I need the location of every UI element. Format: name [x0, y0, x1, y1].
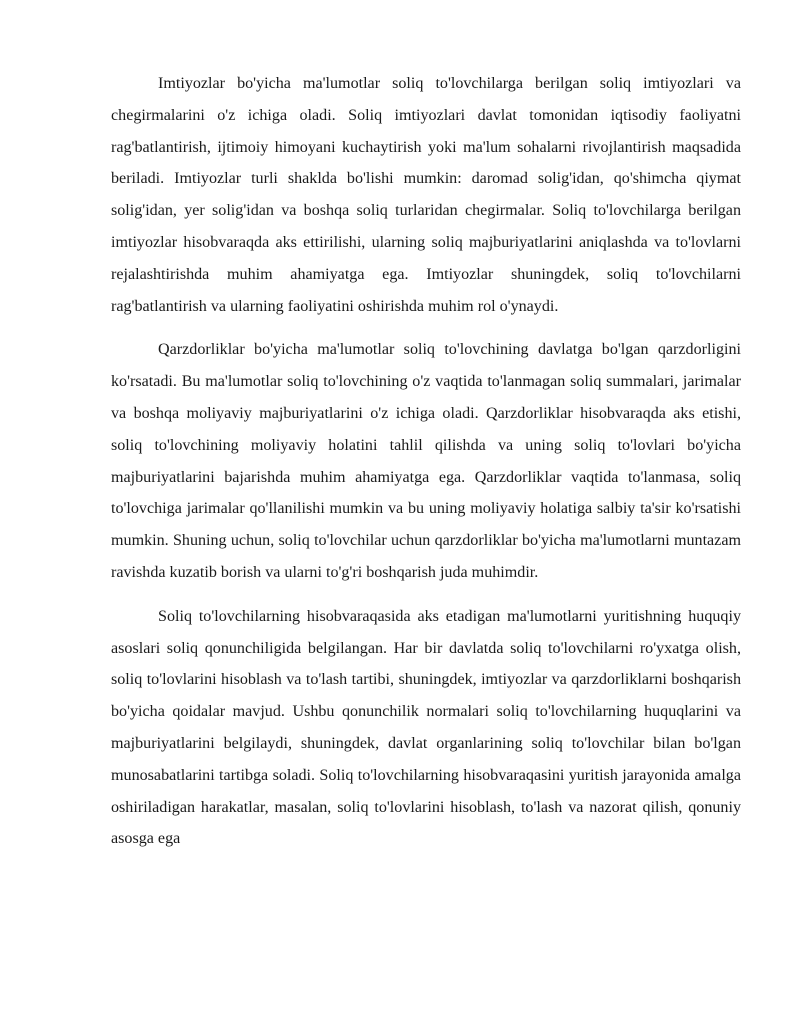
- paragraph-imtiyozlar: Imtiyozlar bo'yicha ma'lumotlar soliq to'lovchilarga berilgan soliq imtiyozlari va chegirmalarini o'z ichiga oladi. Soliq imtiyozlari davlat tomonidan iqtisodiy faoliyatni rag'batlantirish, ijtimoiy himoyani kuchaytirish yoki ma'lum sohalarni rivojlantirish maqsadida beriladi. Imtiyozlar turli shaklda bo'lishi mumkin: daromad solig'idan, qo'shimcha qiymat solig'idan, yer solig'idan va boshqa soliq turlaridan chegirmalar. Soliq to'lovchilarga berilgan imtiyozlar hisobvaraqda aks ettirilishi, ularning soliq majburiyatlarini aniqlashda va to'lovlarni rejalashtirishda muhim ahamiyatga ega. Imtiyozlar shuningdek, soliq to'lovchilarni rag'batlantirish va ularning faoliyatini oshirishda muhim rol o'ynaydi.: [111, 75, 741, 315]
- paragraph-huquqiy-asoslar: Soliq to'lovchilarning hisobvaraqasida aks etadigan ma'lumotlarni yuritishning huquqiy asoslari soliq qonunchiligida belgilangan. Har bir davlatda soliq to'lovchilarni ro'yxatga olish, soliq to'lovlarini hisoblash va to'lash tartibi, shuningdek, imtiyozlar va qarzdorliklarni boshqarish bo'yicha qoidalar mavjud. Ushbu qonunchilik normalari soliq to'lovchilarning huquqlarini va majburiyatlarini belgilaydi, shuningdek, davlat organlarining soliq to'lovchilar bilan bo'lgan munosabatlarini tartibga soladi. Soliq to'lovchilarning hisobvaraqasini yuritish jarayonida amalga oshiriladigan harakatlar, masalan, soliq to'lovlarini hisoblash, to'lash va nazorat qilish, qonuniy asosga ega: [111, 607, 741, 848]
- document-page: [111, 68, 741, 867]
- paragraph-qarzdorliklar: Qarzdorliklar bo'yicha ma'lumotlar soliq to'lovchining davlatga bo'lgan qarzdorligini ko'rsatadi. Bu ma'lumotlar soliq to'lovchining o'z vaqtida to'lanmagan soliq summalari, jarimalar va boshqa moliyaviy majburiyatlarini o'z ichiga oladi. Qarzdorliklar hisobvaraqda aks etishi, soliq to'lovchining moliyaviy holatini tahlil qilishda va uning soliq to'lovlari bo'yicha majburiyatlarini bajarishda muhim ahamiyatga ega. Qarzdorliklar vaqtida to'lanmasa, soliq to'lovchiga jarimalar qo'llanilishi mumkin va bu uning moliyaviy holatiga salbiy ta'sir ko'rsatishi mumkin. Shuning uchun, soliq to'lovchilar uchun qarzdorliklar bo'yicha ma'lumotlarni muntazam ravishda kuzatib borish va ularni to'g'ri boshqarish juda muhimdir.: [111, 341, 741, 581]
